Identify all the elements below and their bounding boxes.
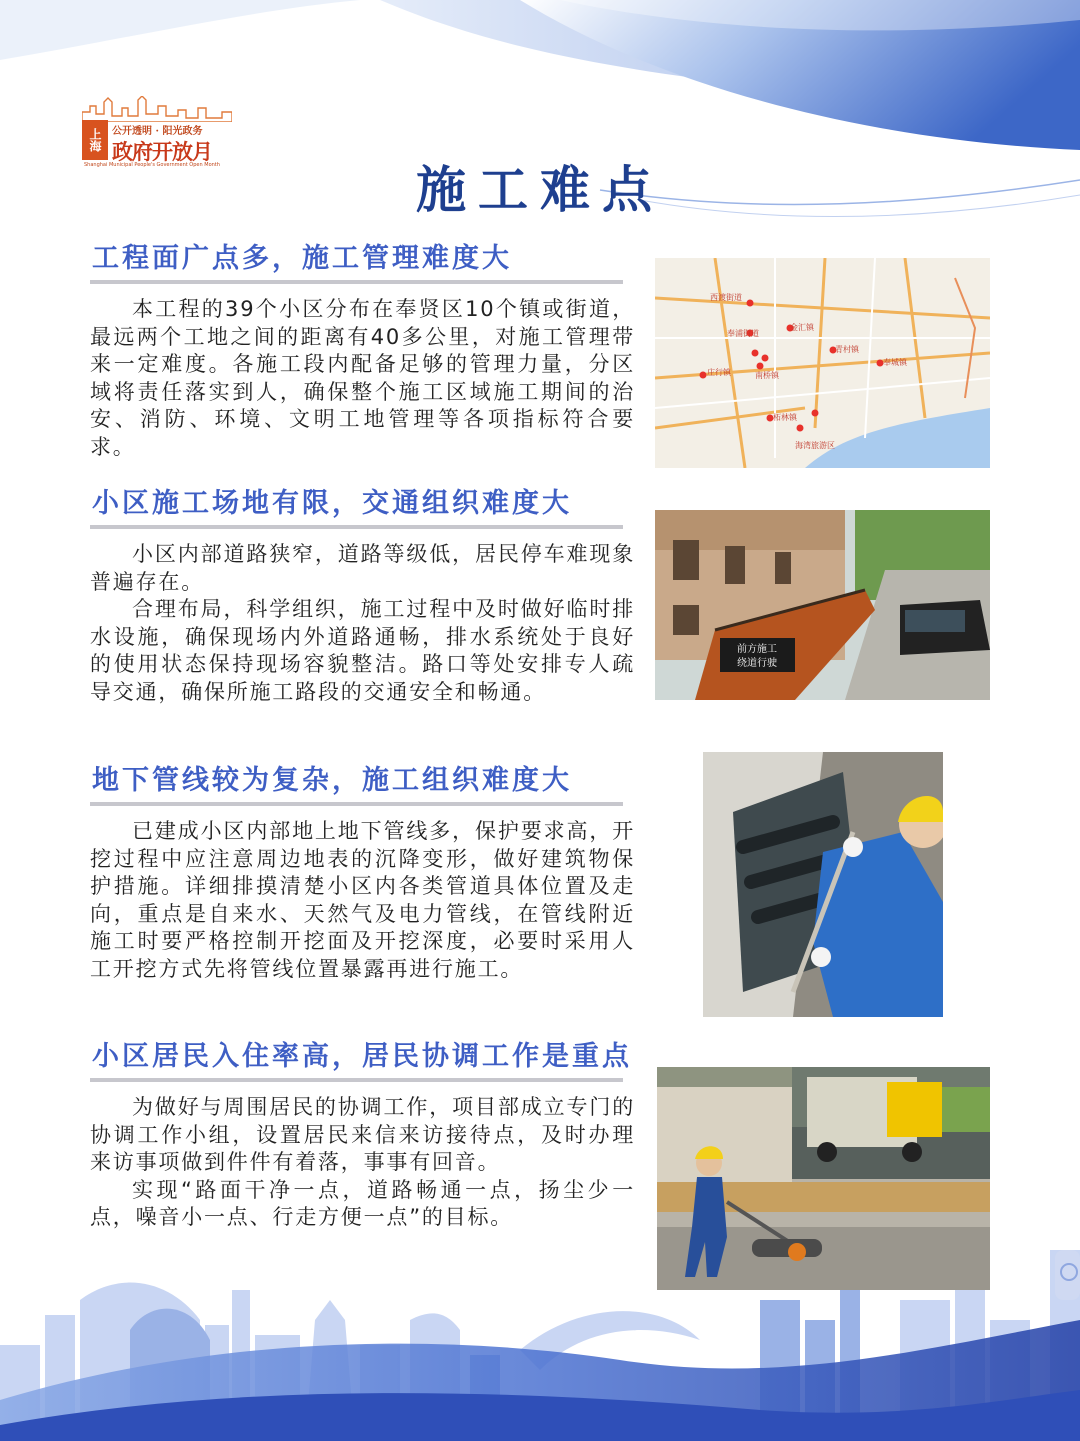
map-label: 西渡街道 xyxy=(710,293,742,302)
sign-text: 绕道行驶 xyxy=(737,658,777,669)
section-heading: 工程面广点多，施工管理难度大 xyxy=(92,243,512,274)
section-heading: 小区居民入住率高，居民协调工作是重点 xyxy=(92,1041,632,1072)
logo-badge: 上海 xyxy=(82,120,108,160)
map-label: 奉城镇 xyxy=(883,358,907,367)
logo-brand: 政府开放月 xyxy=(112,140,212,164)
section-residents xyxy=(90,1038,635,1232)
section-traffic xyxy=(90,485,635,706)
heading-rule xyxy=(90,1078,623,1082)
map-label: 金汇镇 xyxy=(790,323,814,332)
section-heading: 地下管线较为复杂，施工组织难度大 xyxy=(92,765,572,796)
logo-slogan: 公开透明 · 阳光政务 xyxy=(112,126,203,137)
map-label: 柘林镇 xyxy=(773,413,797,422)
section-paragraph: 已建成小区内部地上地下管线多，保护要求高，开挖过程中应注意周边地表的沉降变形，做好建筑物保护措施。详细排摸清楚小区内各类管道具体位置及走向，重点是自来水、天然气及电力管线，在管线附近施工时要严格控制开挖面及开挖深度，必要时采用人工开挖方式先将管线位置暴露再进行施工。 xyxy=(90,819,635,981)
section-heading: 小区施工场地有限，交通组织难度大 xyxy=(92,488,572,519)
sign-text: 前方施工 xyxy=(737,644,777,655)
map-label: 青村镇 xyxy=(835,345,859,354)
map-label: 奉浦街道 xyxy=(727,329,759,338)
heading-rule xyxy=(90,802,623,806)
pipeline-trench-photo xyxy=(703,752,943,1017)
logo-brand-english: Shanghai Municipal People's Government Open Month xyxy=(84,162,220,168)
heading-rule xyxy=(90,280,623,284)
section-paragraph: 小区内部道路狭窄，道路等级低，居民停车难现象普遍存在。 xyxy=(90,542,635,594)
map-label: 海湾旅游区 xyxy=(795,441,835,450)
section-paragraph: 本工程的39个小区分布在奉贤区10个镇或街道，最远两个工地之间的距离有40多公里，对施工管理带来一定难度。各施工段内配备足够的管理力量，分区域将责任落实到人，确保整个施工区域施工期间的治安、消防、环境、文明工地管理等各项指标符合要求。 xyxy=(90,297,635,459)
site-map-image xyxy=(655,258,990,468)
street-cleaning-photo xyxy=(657,1067,990,1290)
construction-barrier-photo xyxy=(655,510,990,700)
section-pipelines xyxy=(90,762,635,983)
section-paragraph: 合理布局，科学组织，施工过程中及时做好临时排水设施，确保现场内外道路通畅，排水系统处于良好的使用状态保持现场容貌整洁。路口等处安排专人疏导交通，确保所施工路段的交通安全和畅通。 xyxy=(90,597,635,704)
map-label: 庄行镇 xyxy=(707,368,731,377)
section-paragraph: 为做好与周围居民的协调工作，项目部成立专门的协调工作小组，设置居民来信来访接待点，及时办理来访事项做到件件有着落，事事有回音。 xyxy=(90,1095,635,1174)
section-management xyxy=(90,240,635,461)
heading-rule xyxy=(90,525,623,529)
city-emblem-icon xyxy=(1055,1250,1080,1300)
city-skyline-icon xyxy=(82,96,232,122)
section-paragraph: 实现“路面干净一点，道路畅通一点，扬尘少一点，噪音小一点、行走方便一点”的目标。 xyxy=(90,1177,635,1229)
map-label: 南桥镇 xyxy=(755,371,779,380)
page-title: 施工难点 xyxy=(416,160,664,219)
